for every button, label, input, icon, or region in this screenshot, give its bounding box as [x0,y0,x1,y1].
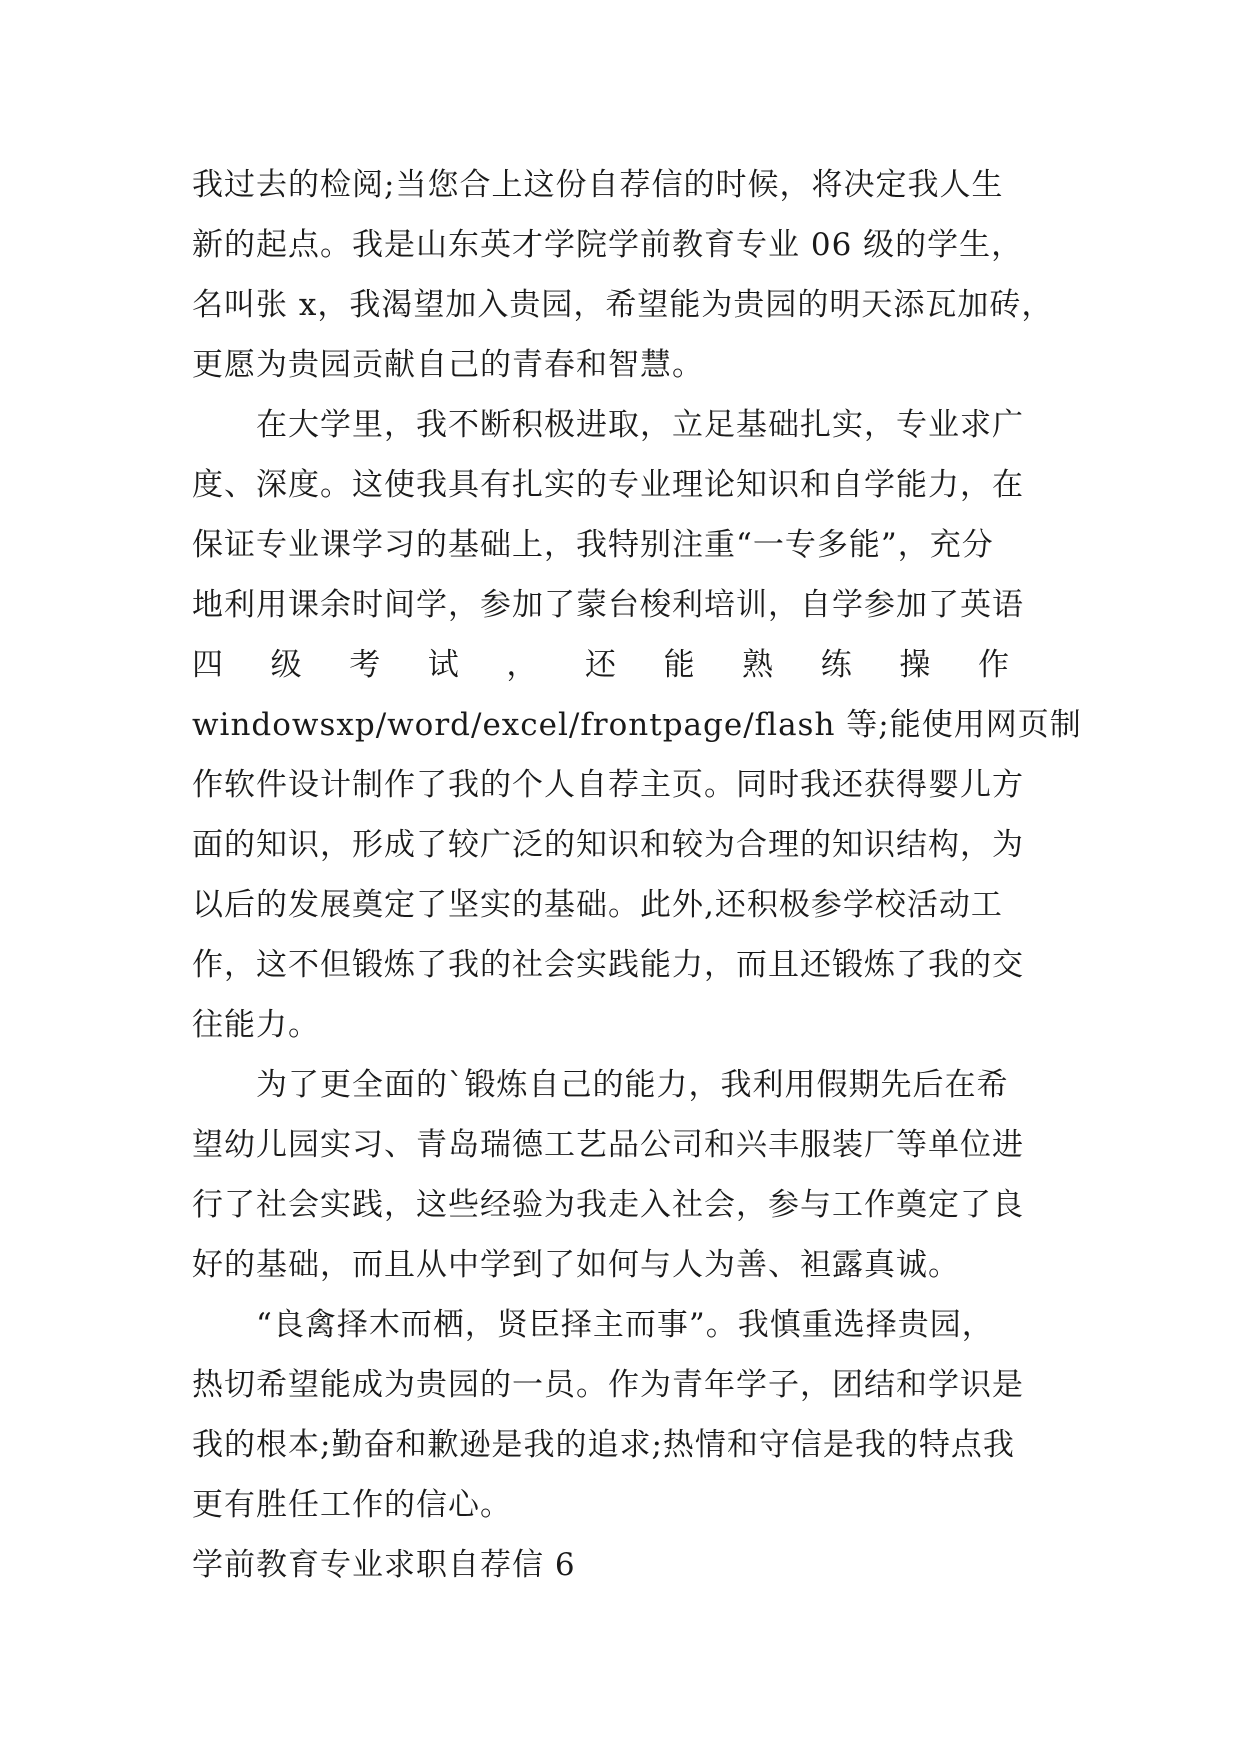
text-line: 往能力。 [192,1007,320,1043]
text-line: 望幼儿园实习、青岛瑞德工艺品公司和兴丰服装厂等单位进 [192,1127,1024,1163]
text-char: 作 [977,647,1010,683]
text-line: 我过去的检阅;当您合上这份自荐信的时候，将决定我人生 [192,167,1004,203]
paragraph-university [192,402,1082,1062]
text-line: 为了更全面的`锻炼自己的能力，我利用假期先后在希 [256,1067,1009,1103]
text-line: 以后的发展奠定了坚实的基础。此外,还积极参学校活动工 [192,887,1003,923]
text-line: 面的知识，形成了较广泛的知识和较为合理的知识结构，为 [192,827,1024,863]
justified-text-line [192,642,1010,702]
text-line: 新的起点。我是山东英才学院学前教育专业 06 级的学生， [192,227,1024,263]
text-char: 能 [663,647,696,683]
text-line: 名叫张 x，我渴望加入贵园，希望能为贵园的明天添瓦加砖， [192,287,1054,323]
text-char: 还 [584,647,617,683]
text-line: 度、深度。这使我具有扎实的专业理论知识和自学能力，在 [192,467,1024,503]
text-line: 地利用课余时间学，参加了蒙台梭利培训，自学参加了英语 [192,587,1024,623]
text-line: 作，这不但锻炼了我的社会实践能力，而且还锻炼了我的交 [192,947,1024,983]
text-line: 热切希望能成为贵园的一员。作为青年学子，团结和学识是 [192,1367,1024,1403]
text-char: 练 [820,647,853,683]
text-line: “良禽择木而栖，贤臣择主而事”。我慎重选择贵园， [256,1307,994,1343]
text-line: 行了社会实践，这些经验为我走入社会，参与工作奠定了良 [192,1187,1024,1223]
text-line: windowsxp/word/excel/frontpage/flash 等;能使用网页制 [192,707,1082,743]
text-char: ， [506,647,539,683]
text-char: 操 [899,647,932,683]
paragraph-closing [192,1302,1062,1542]
text-line: 更愿为贵园贡献自己的青春和智慧。 [192,347,704,383]
text-char: 熟 [742,647,775,683]
section-heading: 学前教育专业求职自荐信 6 [192,1547,576,1583]
text-char: 四 [192,647,224,683]
text-line: 更有胜任工作的信心。 [192,1487,512,1523]
text-line: 保证专业课学习的基础上，我特别注重“一专多能”，充分 [192,527,994,563]
text-char: 考 [349,647,382,683]
text-line: 在大学里，我不断积极进取，立足基础扎实，专业求广 [256,407,1024,443]
document-body [192,162,1082,1602]
text-char: 级 [270,647,303,683]
text-line: 好的基础，而且从中学到了如何与人为善、袒露真诚。 [192,1247,960,1283]
text-line: 作软件设计制作了我的个人自荐主页。同时我还获得婴儿方 [192,767,1024,803]
text-char: 试 [427,647,460,683]
text-line: 我的根本;勤奋和歉逊是我的追求;热情和守信是我的特点我 [192,1427,1015,1463]
paragraph-continuation [192,162,1062,402]
paragraph-practice [192,1062,1062,1302]
